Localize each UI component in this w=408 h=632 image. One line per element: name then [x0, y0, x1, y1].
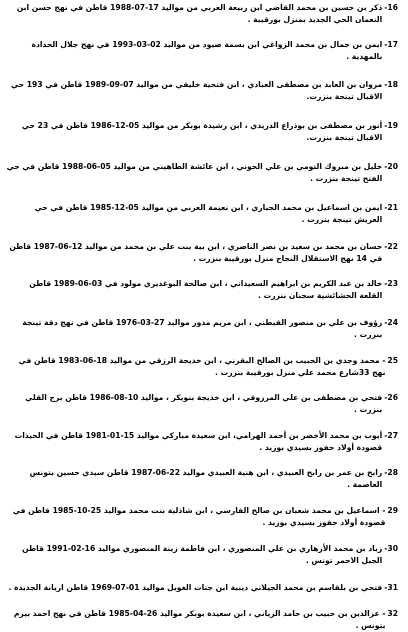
list-item [6, 430, 398, 454]
list-item [6, 202, 398, 226]
item-text: حسان بن محمد بن سعيد بن نصر الناصري ، ابن بية بنت علي بن محمد من مواليد 12-06-1987 قاطن في 14 نهج الاستقلال النجاح منزل بورقيبة بنزرت . [9, 242, 383, 263]
list-item [6, 317, 398, 341]
item-number: 30- [384, 544, 398, 553]
item-text: - محمد وجدي بن الحبيب بن الصالح البقرني ، ابن خديجة الرزقي من مواليد 18-06-1983 قاطن في نهج 33شارع محمد علي منزل بورقيبة بنزرت . [18, 356, 386, 377]
item-text: خليل بن مبروك التومي بن علي الحوني ، ابن عائشة الطاهيني من مواليد 05-06-1988 قاطن في حي الفتح تينجة بنزرت . [6, 162, 383, 183]
item-text: فتحي بن مصطفى بن علي المرزوقي ، ابن خديجة بنويكر ، مواليد 10-08-1986 قاطن برج القلي بنزرت . [25, 393, 383, 414]
item-text: ايمن بن جمال بن محمد الزواغي ابن بسمة صيود من مواليد 02-03-1993 في نهج جلال الحدادة بالمهدية . [31, 40, 383, 61]
list-item [6, 467, 398, 491]
list-item [6, 278, 398, 302]
list-item [6, 505, 398, 529]
item-number: 24- [384, 318, 398, 327]
item-number: 31- [384, 583, 398, 592]
item-text: أنور بن مصطفى بن بوذراع الدريدي ، ابن رشيدة بوبكر من مواليد 05-12-1986 قاطن في 23 حي الاقبال تينجة بنزرت. [21, 121, 383, 142]
list-item [6, 120, 398, 144]
item-text: فتحي بن بلقاسم بن محمد الجيلاني ديبية ابن جنات الغويل مواليد 01-07-1969 قاطن اريانة الجديدة . [8, 583, 383, 592]
item-number: 22- [384, 242, 398, 251]
item-text: رؤوف بن علي بن منصور القبطني ، ابن مريم مدور مواليد 27-03-1976 قاطن في نهج دقة تينجة بنزرت . [22, 318, 383, 339]
item-number: 27- [384, 431, 398, 440]
list-item [6, 608, 398, 632]
item-text: رابح بن عمر بن رابح العبيدي ، ابن هنية العبيدي مواليد 22-06-1987 قاطن سيدي حسين بتونس العاصمة . [29, 468, 383, 489]
list-item [6, 582, 398, 594]
document-page [0, 2, 408, 630]
item-number: 21- [384, 203, 398, 212]
item-text: زياد بن محمد الأزهاري بن علي المنصوري ، ابن فاطمة زينة المنصوري مواليد 16-02-1991 قاطن الجبل الاحمر تونس . [22, 544, 383, 565]
list-item [6, 543, 398, 567]
item-text: أيوب بن محمد الأخضر بن أحمد الهرامي، ابن سعيدة مباركي مواليد 15-01-1981 قاطن في الحيدات قصودة أولاد حفوز بسيدي بوزيد . [14, 431, 383, 452]
item-number: 26- [384, 393, 398, 402]
item-number: 29 [387, 506, 398, 515]
item-text: ايمن بن اسماعيل بن محمد الجباري ، ابن نعيمة العربي من مواليد 05-12-1985 قاطن في حي العريش تينجة بنزرت . [34, 203, 383, 224]
item-number: 32 [387, 609, 398, 618]
item-number: 20- [384, 162, 398, 171]
list-item [6, 241, 398, 265]
item-text: - عزالدين بن حبيب بن حامد الزياني ، ابن سعيدة بوبكر مواليد 26-04-1985 قاطن في نهج احمد بيرم بتونس . [13, 609, 386, 630]
item-text: مروان بن العابد بن مصطفى العبادي ، ابن فتحية خليفي من مواليد 07-09-1989 قاطن في 193 حي الاقبال تينجة بنزرت. [10, 80, 383, 101]
item-text: خالد بن عبد الكريم بن ابراهيم السعيداني ، ابن صالحة البوغديري مولود في 03-06-1989 قاطن القلعة الحشائشية سجنان بنزرت . [29, 279, 383, 300]
item-text: ذكر بن حسين بن محمد القاضي ابن ربيعة العربي من مواليد 17-07-1988 قاطن في نهج حسن ابن النعمان الحي الجديد بمنزل بورقيبة . [16, 3, 383, 24]
list-item [6, 39, 398, 63]
list-item [6, 161, 398, 185]
item-number: 16- [384, 3, 398, 12]
item-number: 17- [384, 40, 398, 49]
item-number: 28- [384, 468, 398, 477]
list-item [6, 392, 398, 416]
item-number: 19- [384, 121, 398, 130]
item-number: 23- [384, 279, 398, 288]
item-number: 18- [384, 80, 398, 89]
item-text: - اسماعيل بن محمد شعبان بن صالح الفارسي ، ابن شاذلية بنت محمد مواليد 25-10-1985 قاطن في قصودة أولاد حفوز بسيدي بوزيد . [12, 506, 386, 527]
list-item [6, 355, 398, 379]
list-item [6, 79, 398, 103]
list-item [6, 2, 398, 26]
item-number: 25 [387, 356, 398, 365]
